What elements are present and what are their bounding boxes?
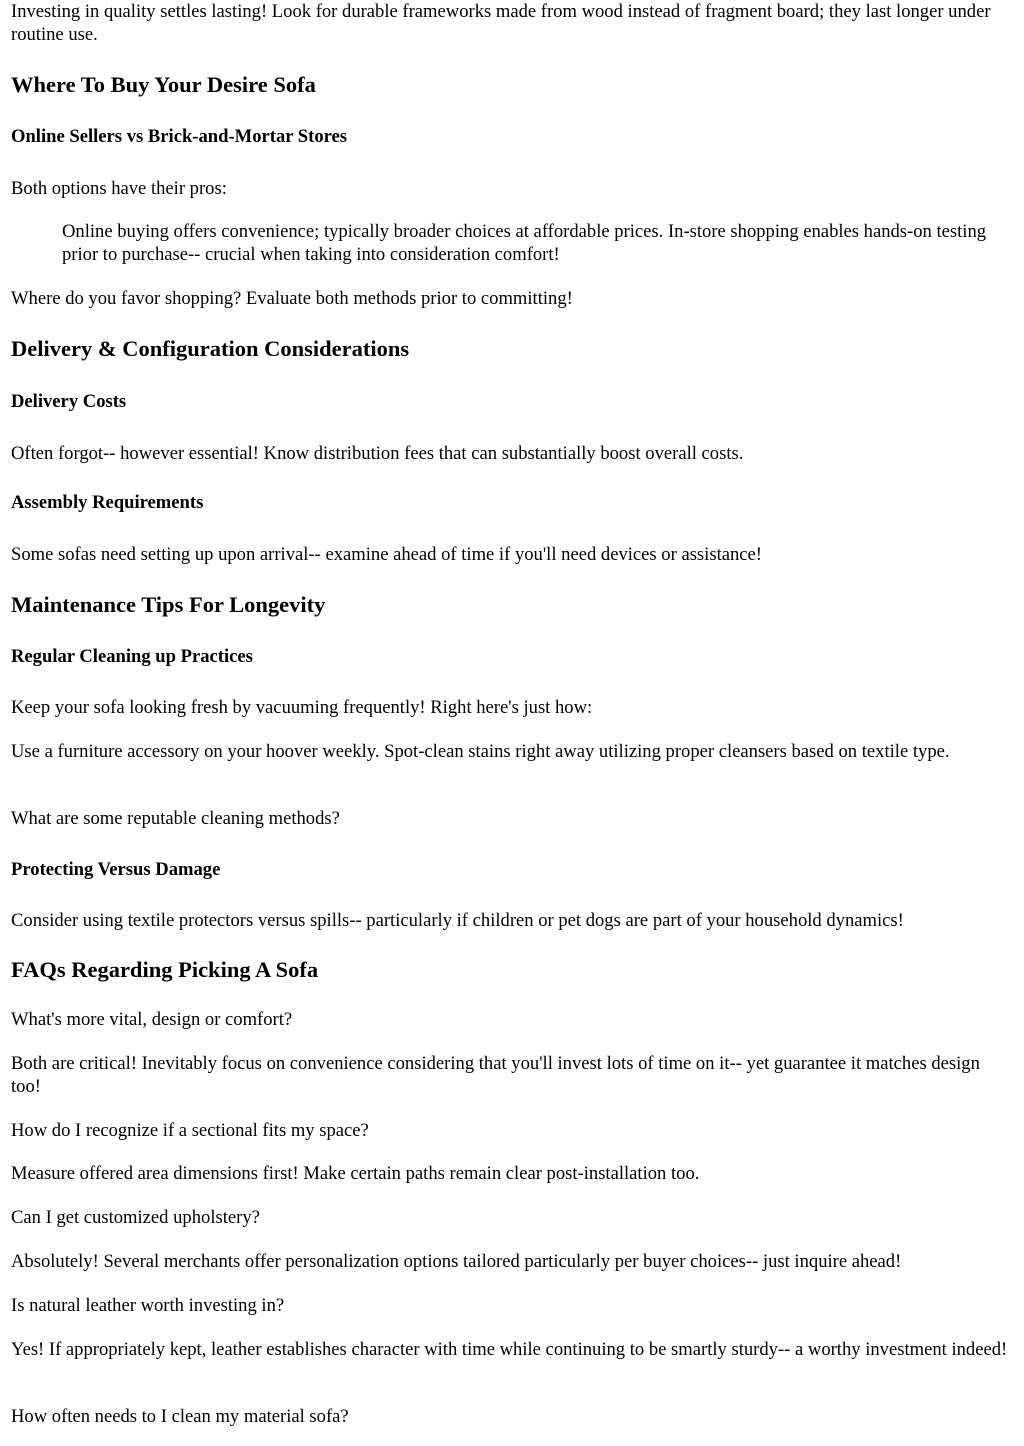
faq-answer: Yes! If appropriately kept, leather establishes character with time while continuing to be smartly sturdy-- a worthy investment indeed! bbox=[11, 1339, 1008, 1360]
section-heading-faq: FAQs Regarding Picking A Sofa bbox=[11, 957, 319, 982]
where-to-buy-quote: Online buying offers convenience; typically broader choices at affordable prices. In-store shopping enables hands-on testing prior to purchase-- crucial when taking into consideration comfort! bbox=[62, 221, 987, 265]
faq-answer: Measure offered area dimensions first! Make certain paths remain clear post-installation too. bbox=[11, 1163, 700, 1184]
subheading-cleaning: Regular Cleaning up Practices bbox=[11, 646, 253, 667]
subheading-online-vs-stores: Online Sellers vs Brick-and-Mortar Stores bbox=[11, 126, 348, 147]
faq-question: How often needs to I clean my material sofa? bbox=[11, 1406, 349, 1427]
faq-answer: Both are critical! Inevitably focus on convenience considering that you'll invest lots of time on it-- yet guarantee it matches design too! bbox=[11, 1053, 980, 1097]
subheading-protecting: Protecting Versus Damage bbox=[11, 859, 221, 880]
section-heading-delivery: Delivery & Configuration Considerations bbox=[11, 336, 410, 361]
subheading-assembly: Assembly Requirements bbox=[11, 492, 204, 513]
cleaning-lead: Keep your sofa looking fresh by vacuuming frequently! Right here's just how: bbox=[11, 697, 593, 718]
faq-answer: Absolutely! Several merchants offer personalization options tailored particularly per buyer choices-- just inquire ahead! bbox=[11, 1251, 902, 1272]
where-to-buy-lead: Both options have their pros: bbox=[11, 178, 227, 199]
section-heading-maintenance: Maintenance Tips For Longevity bbox=[11, 592, 326, 617]
intro-paragraph: Investing in quality settles lasting! Look for durable frameworks made from wood instead of fragment board; they last longer under routine use. bbox=[11, 1, 991, 45]
section-heading-where-to-buy: Where To Buy Your Desire Sofa bbox=[11, 72, 316, 97]
subheading-delivery-costs: Delivery Costs bbox=[11, 391, 127, 412]
faq-question: How do I recognize if a sectional fits my space? bbox=[11, 1120, 369, 1141]
cleaning-question: What are some reputable cleaning methods? bbox=[11, 808, 340, 829]
delivery-costs-paragraph: Often forgot-- however essential! Know distribution fees that can substantially boost overall costs. bbox=[11, 443, 744, 464]
protecting-paragraph: Consider using textile protectors versus spills-- particularly if children or pet dogs are part of your household dynamics! bbox=[11, 910, 904, 931]
assembly-paragraph: Some sofas need setting up upon arrival-- examine ahead of time if you'll need devices or assistance! bbox=[11, 544, 762, 565]
where-to-buy-closing: Where do you favor shopping? Evaluate both methods prior to committing! bbox=[11, 288, 573, 309]
cleaning-steps: Use a furniture accessory on your hoover weekly. Spot-clean stains right away utilizing proper cleansers based on textile type. bbox=[11, 741, 950, 762]
faq-question: What's more vital, design or comfort? bbox=[11, 1009, 293, 1030]
faq-question: Can I get customized upholstery? bbox=[11, 1207, 260, 1228]
faq-question: Is natural leather worth investing in? bbox=[11, 1295, 285, 1316]
